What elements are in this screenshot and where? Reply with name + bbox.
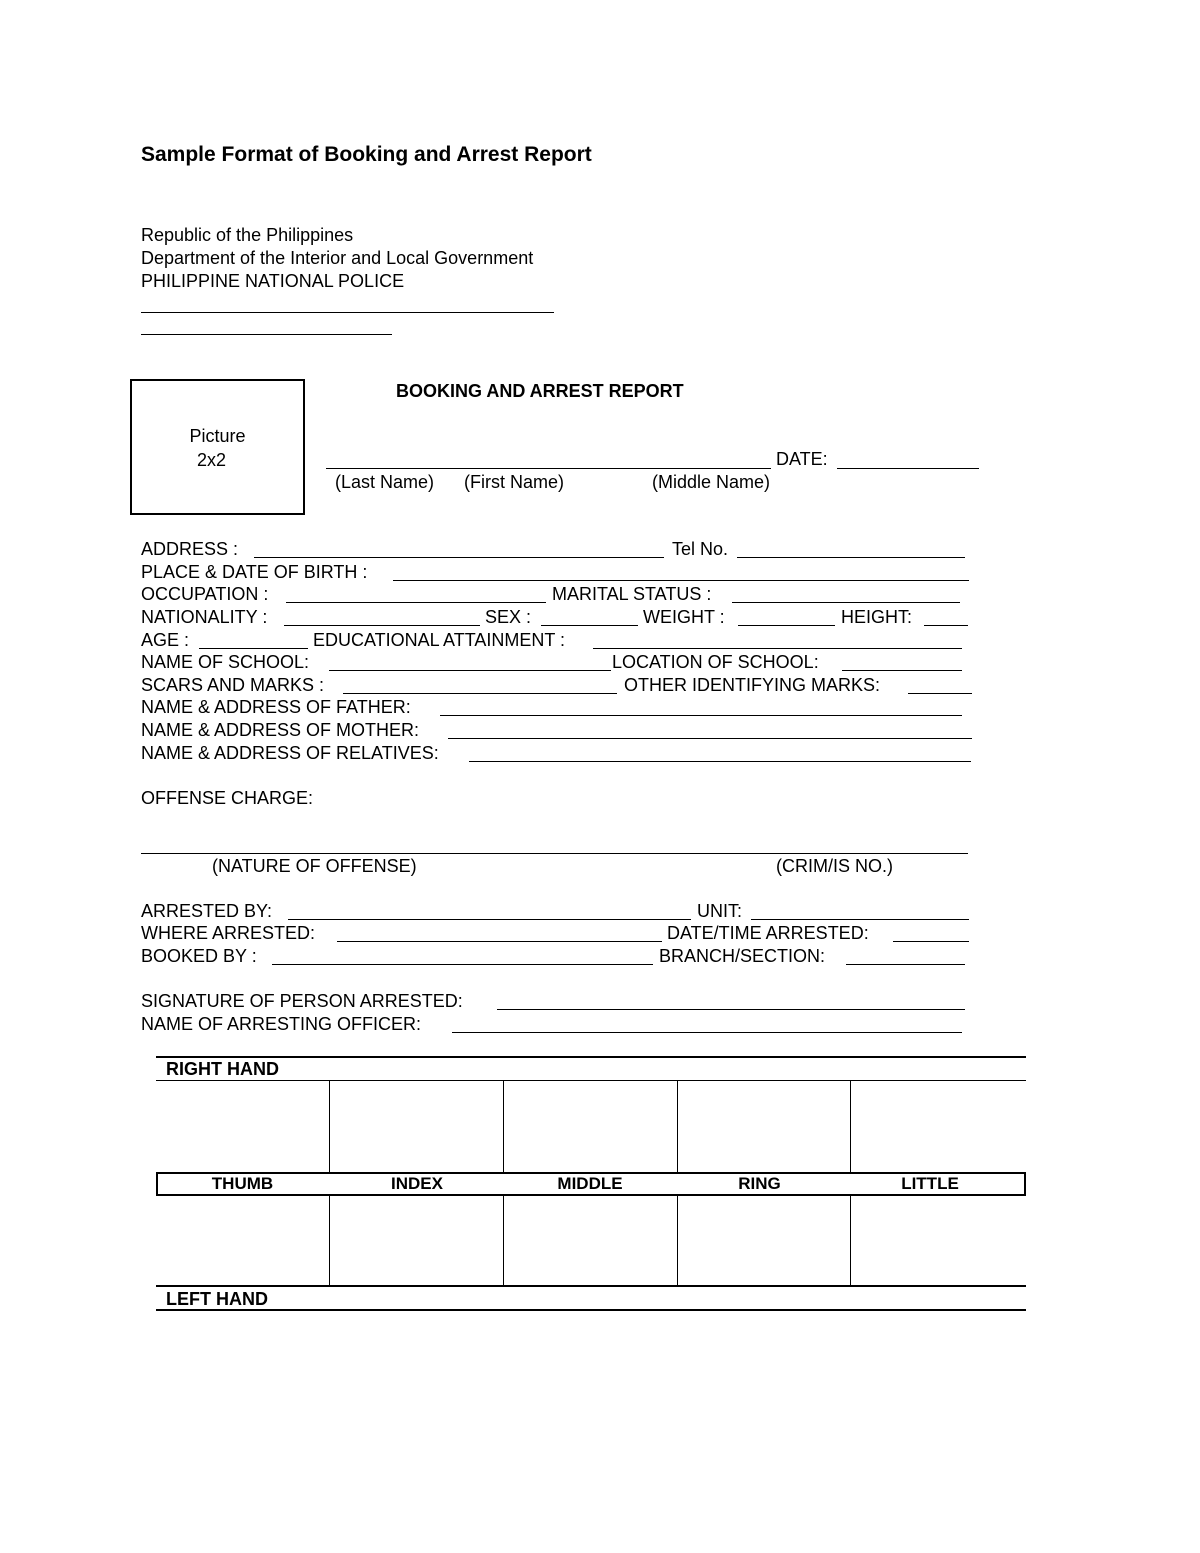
right-hand-cell-divider (329, 1080, 330, 1172)
right-hand-bottom-rule (156, 1080, 1026, 1081)
other-marks-field[interactable] (908, 675, 972, 694)
school-location-field[interactable] (842, 652, 962, 671)
education-field[interactable] (593, 630, 962, 649)
arresting-officer-field[interactable] (452, 1014, 962, 1033)
scars-label: SCARS AND MARKS : (141, 675, 325, 695)
school-field[interactable] (329, 652, 611, 671)
mother-field[interactable] (448, 720, 972, 739)
mother-label: NAME & ADDRESS OF MOTHER: (141, 720, 420, 740)
finger-index-label: INDEX (391, 1174, 443, 1193)
address-field[interactable] (254, 539, 664, 558)
place-dob-field[interactable] (393, 562, 969, 581)
header-pnp: PHILIPPINE NATIONAL POLICE (141, 271, 405, 291)
weight-field[interactable] (738, 607, 835, 626)
arresting-officer-label: NAME OF ARRESTING OFFICER: (141, 1014, 422, 1034)
right-hand-cell-divider (677, 1080, 678, 1172)
where-arrested-label: WHERE ARRESTED: (141, 923, 316, 943)
father-label: NAME & ADDRESS OF FATHER: (141, 697, 411, 717)
nationality-label: NATIONALITY : (141, 607, 268, 627)
scars-field[interactable] (343, 675, 617, 694)
age-field[interactable] (199, 630, 308, 649)
datetime-arrested-label: DATE/TIME ARRESTED: (667, 923, 869, 943)
header-blank-line-1[interactable] (141, 312, 554, 313)
relatives-label: NAME & ADDRESS OF RELATIVES: (141, 743, 439, 763)
address-label: ADDRESS : (141, 539, 239, 559)
other-marks-label: OTHER IDENTIFYING MARKS: (624, 675, 881, 695)
right-hand-label: RIGHT HAND (166, 1059, 279, 1079)
right-hand-cell-divider (503, 1080, 504, 1172)
finger-middle-label: MIDDLE (557, 1174, 623, 1193)
nationality-field[interactable] (284, 607, 480, 626)
school-label: NAME OF SCHOOL: (141, 652, 310, 672)
photo-box (130, 379, 305, 515)
where-arrested-field[interactable] (337, 923, 662, 942)
last-name-caption: (Last Name) (335, 472, 435, 492)
arrested-by-field[interactable] (288, 901, 691, 920)
date-field[interactable] (837, 468, 979, 469)
school-location-label: LOCATION OF SCHOOL: (612, 652, 819, 672)
booked-by-label: BOOKED BY : (141, 946, 257, 966)
signature-field[interactable] (497, 991, 965, 1010)
branch-section-label: BRANCH/SECTION: (659, 946, 826, 966)
datetime-arrested-field[interactable] (893, 923, 969, 942)
left-hand-cell-divider (503, 1196, 504, 1286)
relatives-field[interactable] (469, 743, 971, 762)
father-field[interactable] (440, 697, 962, 716)
left-hand-cell-divider (329, 1196, 330, 1286)
finger-thumb-label: THUMB (211, 1174, 274, 1193)
left-hand-label: LEFT HAND (166, 1289, 268, 1309)
occupation-label: OCCUPATION : (141, 584, 269, 604)
form-title: BOOKING AND ARREST REPORT (396, 381, 684, 401)
name-field[interactable] (326, 468, 771, 469)
right-hand-top-rule (156, 1056, 1026, 1058)
offense-field[interactable] (141, 853, 968, 854)
middle-name-caption: (Middle Name) (652, 472, 771, 492)
arrested-by-label: ARRESTED BY: (141, 901, 273, 921)
photo-size: 2x2 (196, 450, 227, 470)
marital-status-label: MARITAL STATUS : (552, 584, 712, 604)
unit-label: UNIT: (697, 901, 742, 921)
height-label: HEIGHT: (841, 607, 913, 627)
date-label: DATE: (776, 449, 828, 469)
left-hand-top-rule (156, 1285, 1026, 1287)
crim-no-caption: (CRIM/IS NO.) (776, 856, 893, 876)
finger-ring-label: RING (738, 1174, 781, 1193)
signature-label: SIGNATURE OF PERSON ARRESTED: (141, 991, 463, 1011)
nature-of-offense-caption: (NATURE OF OFFENSE) (212, 856, 417, 876)
tel-label: Tel No. (672, 539, 729, 559)
age-label: AGE : (141, 630, 190, 650)
offense-charge-label: OFFENSE CHARGE: (141, 788, 314, 808)
weight-label: WEIGHT : (643, 607, 725, 627)
header-republic: Republic of the Philippines (141, 225, 354, 245)
booked-by-field[interactable] (272, 946, 653, 965)
first-name-caption: (First Name) (464, 472, 564, 492)
left-hand-bottom-rule (156, 1309, 1026, 1311)
finger-little-label: LITTLE (901, 1174, 959, 1193)
sex-field[interactable] (541, 607, 638, 626)
branch-section-field[interactable] (846, 946, 965, 965)
tel-field[interactable] (737, 539, 965, 558)
left-hand-cell-divider (677, 1196, 678, 1286)
photo-label: Picture (189, 426, 246, 446)
header-blank-line-2[interactable] (141, 334, 392, 335)
document-title: Sample Format of Booking and Arrest Report (141, 143, 592, 166)
education-label: EDUCATIONAL ATTAINMENT : (313, 630, 566, 650)
header-department: Department of the Interior and Local Government (141, 248, 534, 268)
left-hand-cell-divider (850, 1196, 851, 1286)
occupation-field[interactable] (286, 584, 546, 603)
place-dob-label: PLACE & DATE OF BIRTH : (141, 562, 368, 582)
sex-label: SEX : (485, 607, 532, 627)
right-hand-cell-divider (850, 1080, 851, 1172)
unit-field[interactable] (751, 901, 969, 920)
height-field[interactable] (924, 607, 968, 626)
marital-status-field[interactable] (732, 584, 960, 603)
